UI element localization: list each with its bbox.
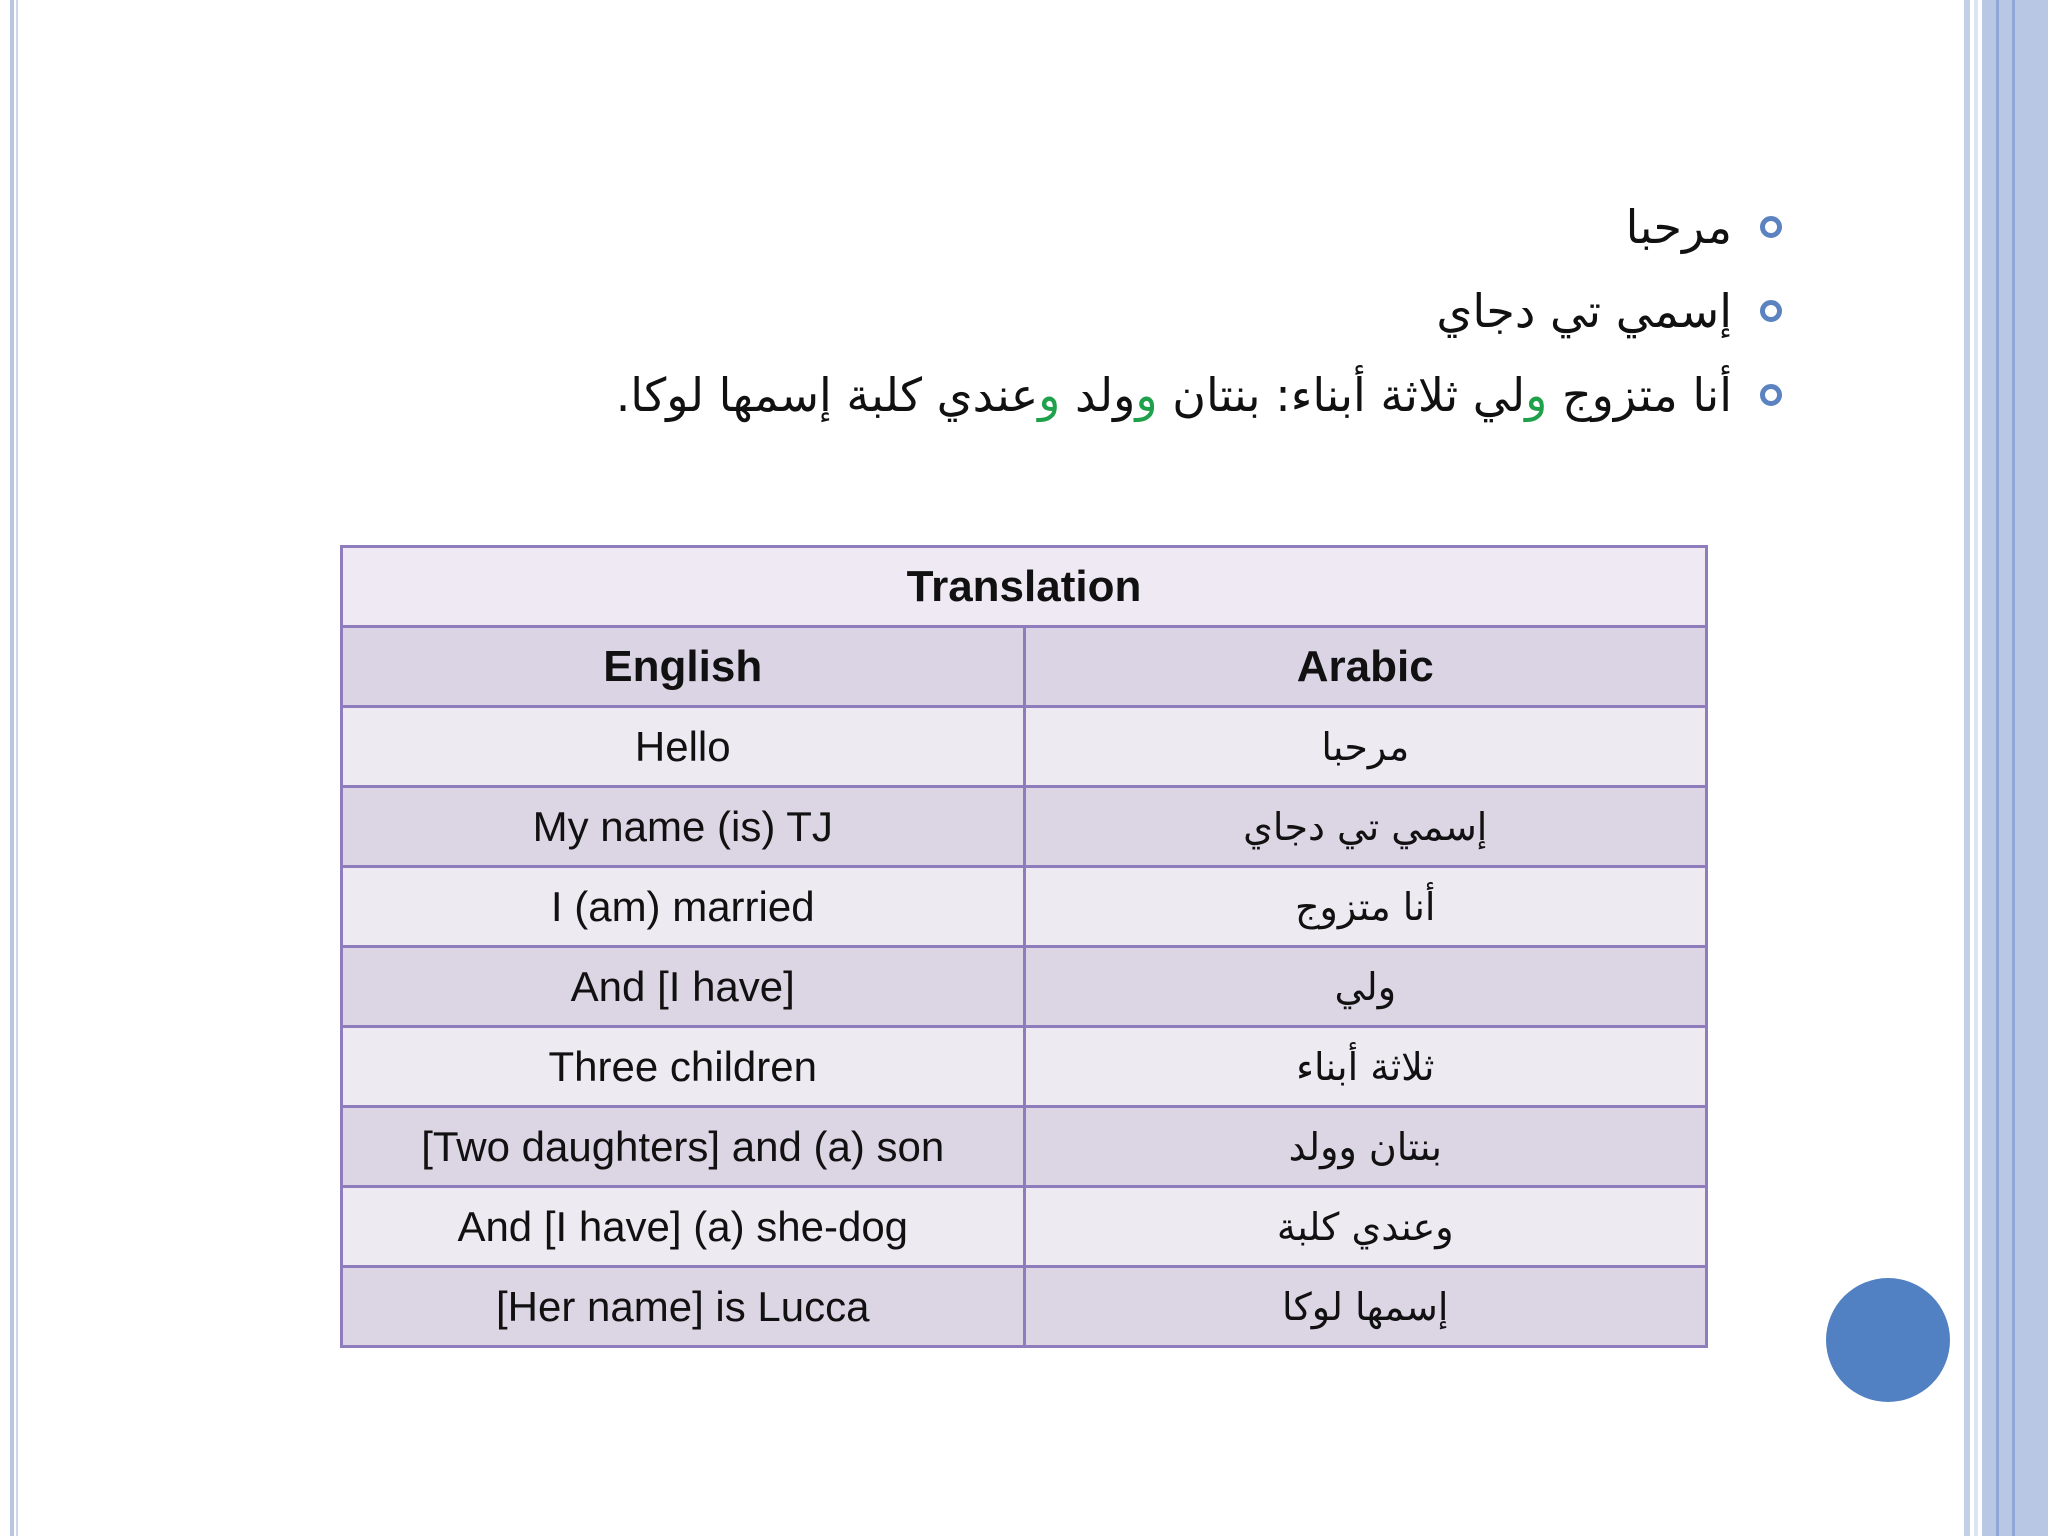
cell-english: Hello [342,707,1025,787]
table-row [342,1027,1707,1107]
translation-table [340,545,1708,1348]
bullet-circle-icon [1760,216,1782,238]
cell-english: [Her name] is Lucca [342,1267,1025,1347]
bullet-text [1436,284,1732,338]
cell-english: Three children [342,1027,1025,1107]
bullet-text-segment: ولد [1060,368,1136,422]
table-row [342,707,1707,787]
bullet-item [282,185,1782,269]
left-stripe [16,0,18,1536]
cell-arabic: ولي [1024,947,1707,1027]
right-stripe [1974,0,1978,1536]
table-row [342,1267,1707,1347]
table-row [342,867,1707,947]
slide [40,0,1960,1536]
cell-arabic: مرحبا [1024,707,1707,787]
bullet-list [282,185,1782,437]
right-stripe [1996,0,1999,1536]
table-title: Translation [342,547,1707,627]
cell-arabic: وعندي كلبة [1024,1187,1707,1267]
column-header-arabic: Arabic [1024,627,1707,707]
conjunction-highlight: و [1525,368,1548,422]
conjunction-highlight: و [1135,368,1158,422]
cell-arabic: إسمي تي دجاي [1024,787,1707,867]
bullet-text-segment: مرحبا [1625,200,1732,254]
cell-arabic: إسمها لوكا [1024,1267,1707,1347]
cell-english: I (am) married [342,867,1025,947]
left-stripe [10,0,14,1536]
bullet-text-segment: عندي كلبة إسمها لوكا. [615,368,1039,422]
bullet-text-segment: أنا متزوج [1547,368,1732,422]
cell-english: And [I have] [342,947,1025,1027]
table-row [342,1187,1707,1267]
circle-decoration [1826,1278,1950,1402]
right-stripe [1982,0,2048,1536]
cell-arabic: أنا متزوج [1024,867,1707,947]
cell-english: [Two daughters] and (a) son [342,1107,1025,1187]
cell-arabic: بنتان وولد [1024,1107,1707,1187]
bullet-text [616,368,1732,422]
table-row [342,1107,1707,1187]
bullet-circle-icon [1760,384,1782,406]
conjunction-highlight: و [1038,368,1061,422]
left-border-decoration [0,0,26,1536]
bullet-item [282,269,1782,353]
bullet-text-segment: إسمي تي دجاي [1436,284,1732,338]
right-stripe [2012,0,2015,1536]
column-header-english: English [342,627,1025,707]
cell-english: And [I have] (a) she-dog [342,1187,1025,1267]
right-stripe [1964,0,1970,1536]
bullet-item [282,353,1782,437]
bullet-text-segment: لي ثلاثة أبناء: بنتان [1157,368,1526,422]
cell-arabic: ثلاثة أبناء [1024,1027,1707,1107]
bullet-circle-icon [1760,300,1782,322]
bullet-text [1626,200,1732,254]
table-row [342,947,1707,1027]
cell-english: My name (is) TJ [342,787,1025,867]
table-row [342,787,1707,867]
right-border-decoration [1964,0,2048,1536]
table-body [342,707,1707,1347]
